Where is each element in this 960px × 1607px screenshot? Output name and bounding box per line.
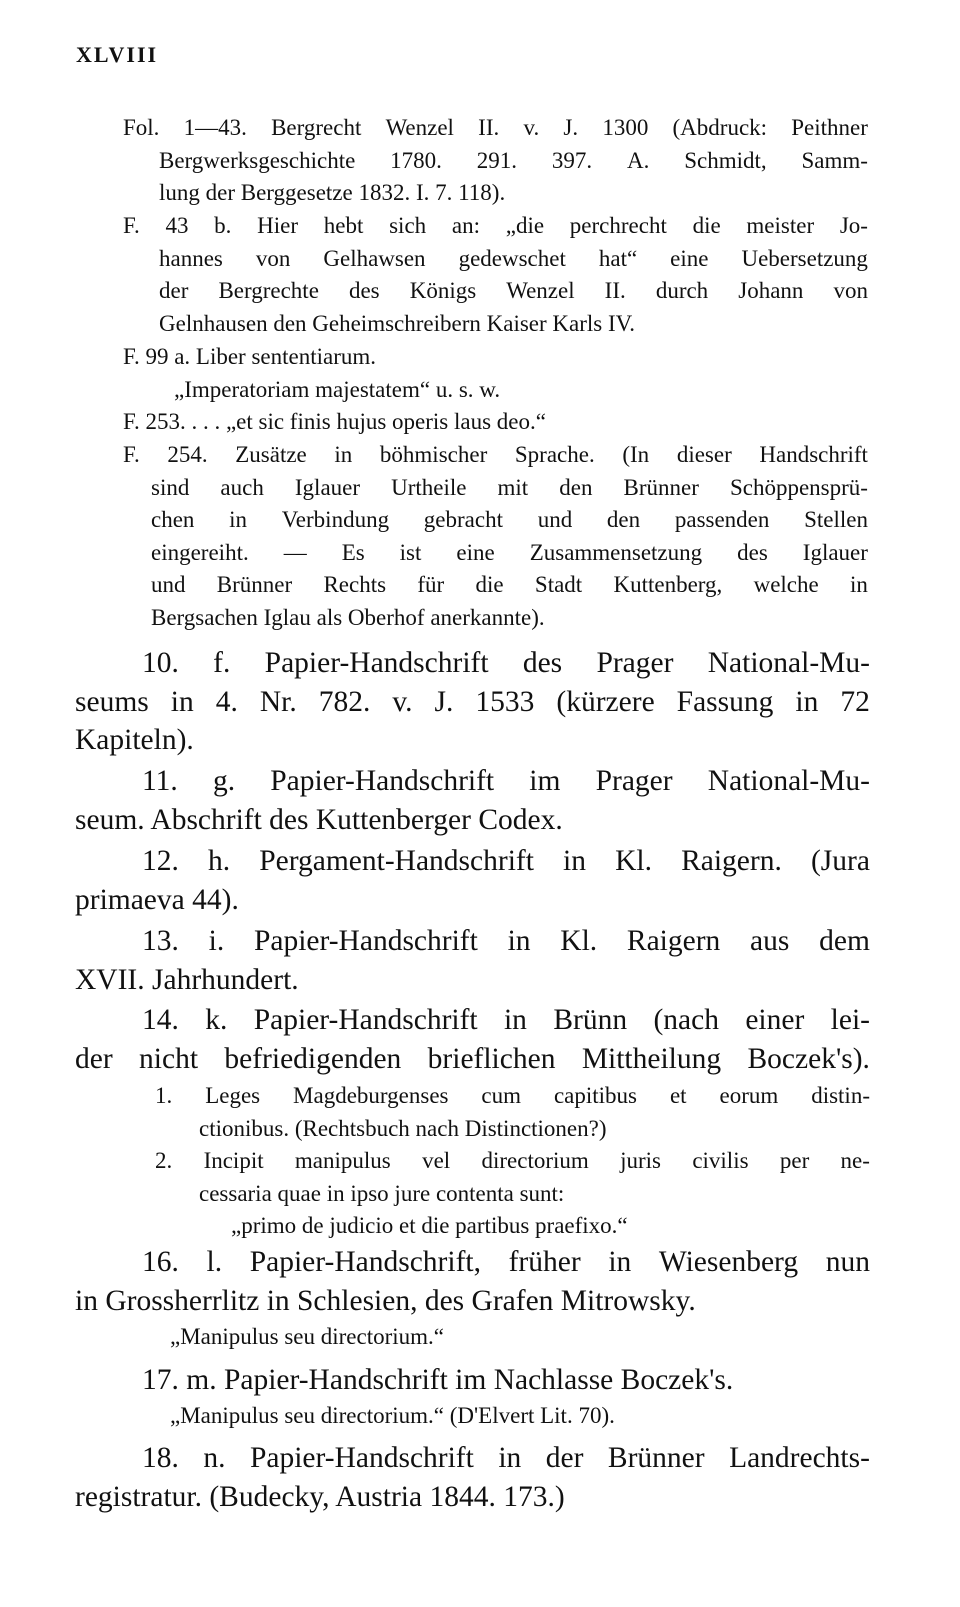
text-line: 17. m. Papier-Handschrift im Nachlasse Boczek's. [142,1364,734,1396]
text-line: der Bergrechte des Königs Wenzel II. durch Johann von [159,278,868,304]
text-line: seum. Abschrift des Kuttenberger Codex. [75,803,563,836]
text-line: 10. f. Papier-Handschrift des Prager National-Mu- [142,647,870,679]
quote-manipulus-1 [170,1321,870,1354]
text-line: eingereiht. — Es ist eine Zusammensetzung des Iglauer [151,539,868,565]
entry-10-f [75,644,870,760]
text-line: cessaria quae in ipso jure contenta sunt: [199,1180,565,1206]
text-line: „Manipulus seu directorium.“ (D'Elvert Lit. 70). [170,1403,615,1428]
entry-12-h [75,842,870,919]
text-line: 1. Leges Magdeburgenses cum capitibus et eorum distin- [155,1083,870,1108]
text-line: registratur. (Budecky, Austria 1844. 173.) [75,1480,565,1513]
text-line: sind auch Iglauer Urtheile mit den Brünner Schöppensprü- [151,474,868,500]
text-line: 16. l. Papier-Handschrift, früher in Wiesenberg nun [142,1246,870,1278]
text-line: 2. Incipit manipulus vel directorium juris civilis per ne- [155,1148,870,1173]
folio-254 [123,439,868,635]
entry-16-l [75,1243,870,1320]
text-line: F. 253. . . . „et sic finis hujus operis laus deo.“ [123,409,546,434]
text-line: primaeva 44). [75,883,239,916]
text-line: 13. i. Papier-Handschrift in Kl. Raigern aus dem [142,925,870,957]
text-line: F. 99 a. Liber sententiarum. [123,344,377,369]
text-line: ctionibus. (Rechtsbuch nach Distinctionen?) [199,1115,607,1141]
text-line: Gelnhausen den Geheimschreibern Kaiser Karls IV. [159,310,636,336]
text-line: Fol. 1—43. Bergrecht Wenzel II. v. J. 1300 (Abdruck: Peithner [123,115,868,140]
sub-item-1 [155,1080,870,1145]
text-line: F. 43 b. Hier hebt sich an: „die perchrecht die meister Jo- [123,213,868,238]
page-number: XLVIII [76,42,159,67]
entry-13-i [75,922,870,999]
text-line: 12. h. Pergament-Handschrift in Kl. Raigern. (Jura [142,845,870,877]
folio-43b [123,210,868,340]
text-line: in Grossherrlitz in Schlesien, des Grafen Mitrowsky. [75,1284,696,1317]
text-line: Kapiteln). [75,724,194,756]
text-line: und Brünner Rechts für die Stadt Kuttenberg, welche in [151,572,868,598]
text-line: 14. k. Papier-Handschrift in Brünn (nach einer lei- [142,1004,870,1036]
text-line: chen in Verbindung gebracht und den passenden Stellen [151,507,868,533]
folio-253 [123,406,868,439]
text-line: „Manipulus seu directorium.“ [170,1324,445,1349]
text-line: hannes von Gelhawsen gedewschet hat“ eine Uebersetzung [159,245,868,271]
entry-17-m [75,1361,870,1400]
text-line: XVII. Jahrhundert. [75,963,299,996]
text-line: 11. g. Papier-Handschrift im Prager National-Mu- [142,765,870,797]
quote-manipulus-2 [170,1400,870,1433]
text-line: lung der Berggesetze 1832. I. 7. 118). [159,180,506,206]
entry-14-k [75,1001,870,1078]
text-line: seums in 4. Nr. 782. v. J. 1533 (kürzere Fassung in 72 [75,685,870,718]
sub-item-2 [155,1145,870,1243]
entry-18-n [75,1439,870,1516]
entry-11-g [75,762,870,839]
text-line: 18. n. Papier-Handschrift in der Brünner Landrechts- [142,1442,870,1474]
text-line: der nicht befriedigenden brieflichen Mittheilung Boczek's). [75,1042,870,1075]
text-line: F. 254. Zusätze in böhmischer Sprache. (In dieser Handschrift [123,442,868,467]
text-line: Bergwerksgeschichte 1780. 291. 397. A. Schmidt, Samm- [159,147,868,173]
text-line: „primo de judicio et die partibus praefixo.“ [231,1213,628,1239]
text-line: „Imperatoriam majestatem“ u. s. w. [174,376,501,402]
folio-99a [123,341,868,406]
text-line: Bergsachen Iglau als Oberhof anerkannte). [151,604,545,630]
folio-1-43 [123,112,868,210]
